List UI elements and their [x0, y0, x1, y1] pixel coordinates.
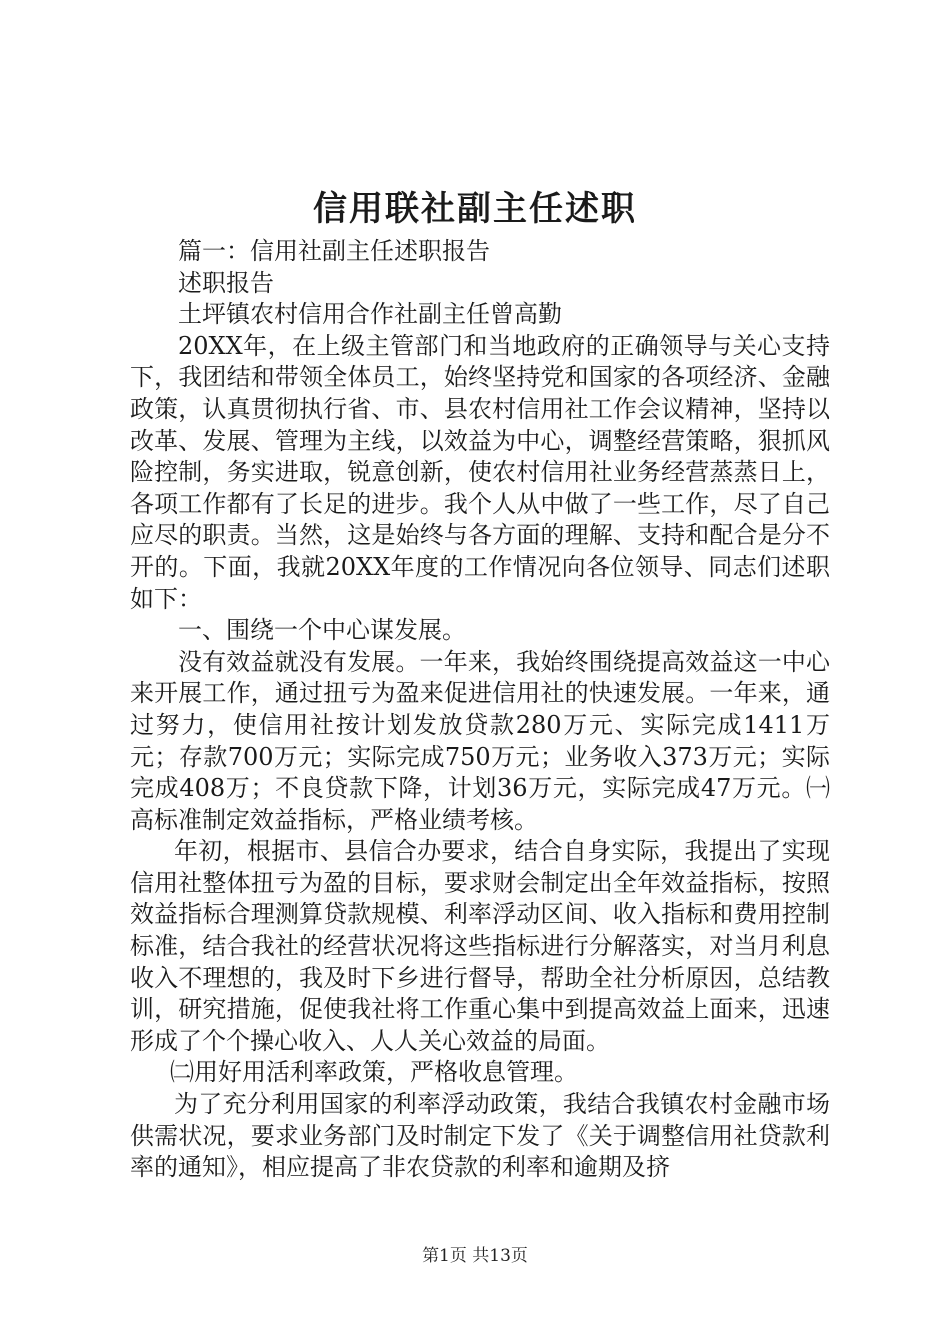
subheading: ㈡用好用活利率政策，严格收息管理。	[170, 1058, 578, 1087]
document-title: 信用联社副主任述职	[313, 189, 637, 229]
author-line: 土坪镇农村信用合作社副主任曾高勤	[178, 300, 562, 329]
paragraph: 为了充分利用国家的利率浮动政策，我结合我镇农村金融市场供需状况，要求业务部门及时制定下发了《关于调整信用社贷款利率的通知》，相应提高了非农贷款的利率和逾期及挤	[130, 1090, 830, 1182]
subheading: 一、围绕一个中心谋发展。	[178, 616, 466, 645]
page-footer: 第1页 共13页	[422, 1246, 528, 1266]
paragraph: 20XX年，在上级主管部门和当地政府的正确领导与关心支持下，我团结和带领全体员工，始终坚持党和国家的各项经济、金融政策，认真贯彻执行省、市、县农村信用社工作会议精神，坚持以改革、发展、管理为主线，以效益为中心，调整经营策略，狠抓风险控制，务实进取，锐意创新，使农村信用社业务经营蒸蒸日上，各项工作都有了长足的进步。我个人从中做了一些工作，尽了自己应尽的职责。当然，这是始终与各方面的理解、支持和配合是分不开的。下面，我就20XX年度的工作情况向各位领导、同志们述职如下：	[130, 331, 830, 613]
report-label: 述职报告	[178, 268, 274, 297]
paragraph: 年初，根据市、县信合办要求，结合自身实际，我提出了实现信用社整体扭亏为盈的目标，要求财会制定出全年效益指标，按照效益指标合理测算贷款规模、利率浮动区间、收入指标和费用控制标准，结合我社的经营状况将这些指标进行分解落实，对当月利息收入不理想的，我及时下乡进行督导，帮助全社分析原因，总结教训，研究措施，促使我社将工作重心集中到提高效益上面来，迅速形成了个个操心收入、人人关心效益的局面。	[130, 837, 830, 1055]
document-body	[130, 236, 830, 1184]
paragraph: 没有效益就没有发展。一年来，我始终围绕提高效益这一中心来开展工作，通过扭亏为盈来促进信用社的快速发展。一年来，通过努力，使信用社按计划发放贷款280万元、实际完成1411万元；存款700万元；实际完成750万元；业务收入373万元；实际完成408万；不良贷款下降，计划36万元，实际完成47万元。㈠高标准制定效益指标，严格业绩考核。	[130, 647, 830, 834]
section-heading: 篇一：信用社副主任述职报告	[178, 237, 490, 265]
